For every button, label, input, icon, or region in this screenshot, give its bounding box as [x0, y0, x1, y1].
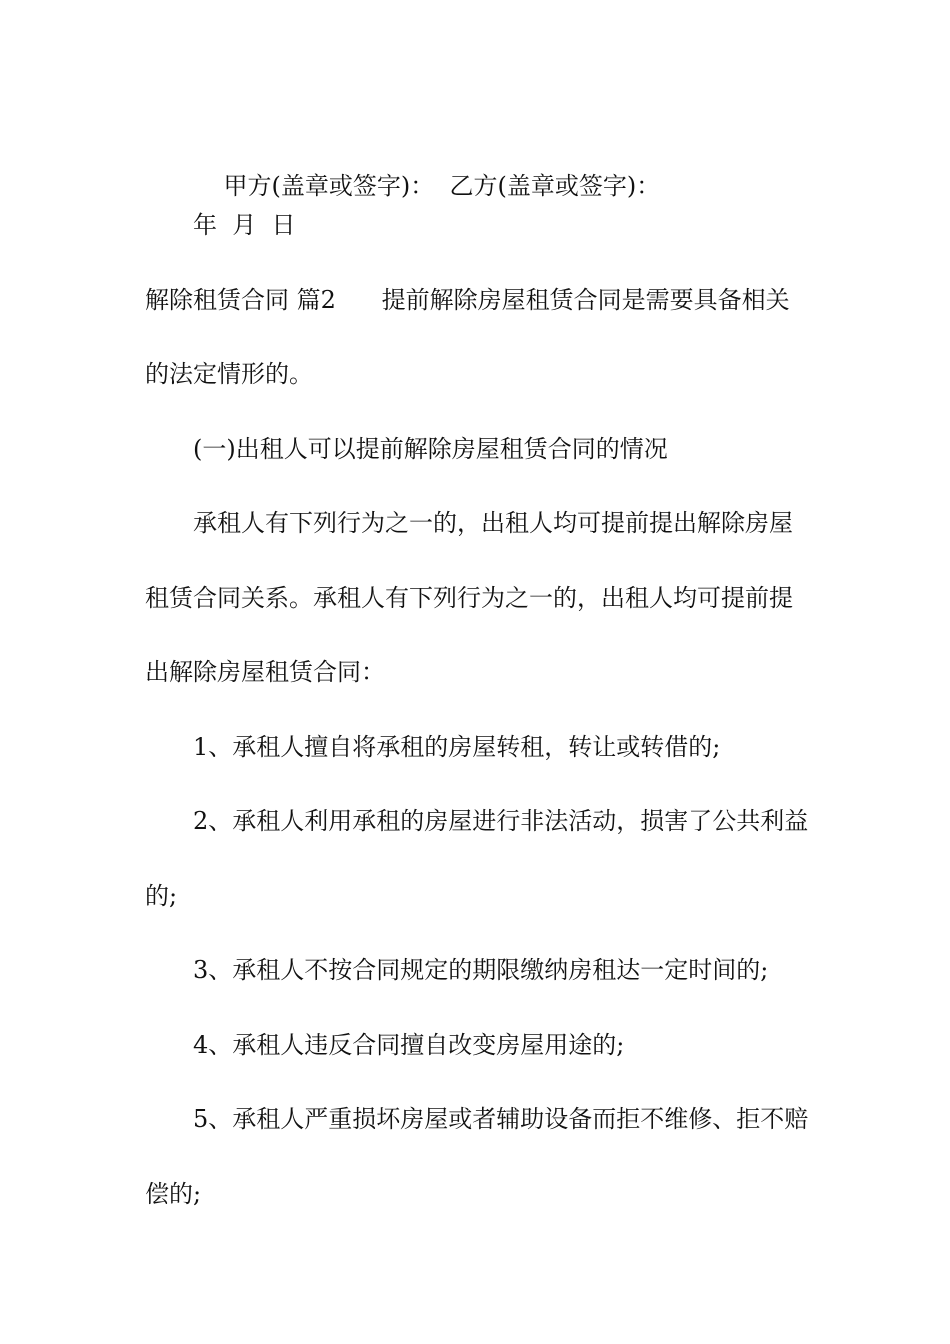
list-item: 5、承租人严重损坏房屋或者辅助设备而拒不维修、拒不赔 — [193, 1105, 809, 1133]
paragraph-line: 出解除房屋租赁合同： — [145, 658, 385, 686]
subheading-line: (一)出租人可以提前解除房屋租赁合同的情况 — [193, 435, 668, 463]
section-heading-line: 解除租赁合同 篇2 提前解除房屋租赁合同是需要具备相关 — [145, 286, 790, 314]
party-a-signature-label: 甲方(盖章或签字)： — [223, 172, 435, 200]
paragraph-line: 租赁合同关系。承租人有下列行为之一的，出租人均可提前提 — [145, 584, 793, 612]
list-item: 1、承租人擅自将承租的房屋转租，转让或转借的; — [193, 733, 721, 761]
list-item: 3、承租人不按合同规定的期限缴纳房租达一定时间的; — [193, 956, 769, 984]
list-item: 4、承租人违反合同擅自改变房屋用途的; — [193, 1031, 625, 1059]
paragraph-line: 的法定情形的。 — [145, 360, 313, 388]
list-item: 2、承租人利用承租的房屋进行非法活动，损害了公共利益 — [193, 807, 809, 835]
date-line: 年 月 日 — [193, 211, 296, 239]
paragraph-line: 承租人有下列行为之一的，出租人均可提前提出解除房屋 — [193, 509, 793, 537]
party-b-signature-label: 乙方(盖章或签字)： — [449, 172, 661, 200]
signature-gap — [434, 172, 449, 200]
list-item-continuation: 偿的; — [145, 1180, 202, 1208]
list-item-continuation: 的; — [145, 882, 178, 910]
